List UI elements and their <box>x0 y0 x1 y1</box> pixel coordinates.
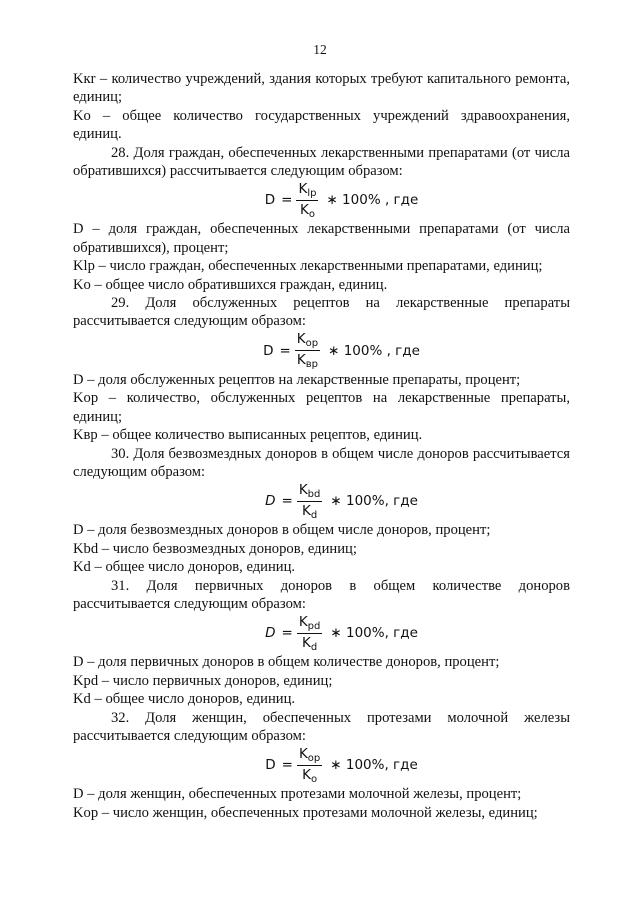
definition-d31 <box>73 653 570 671</box>
definition-kbd <box>73 540 570 558</box>
definition-text: – доля женщин, обеспеченных протезами молочной железы, процент; <box>83 786 522 803</box>
formula-30 <box>73 481 570 521</box>
definition-ko-2 <box>73 276 570 294</box>
formula-28 <box>73 180 570 220</box>
formula-equals: = <box>281 493 293 510</box>
formula-lhs: D <box>265 493 276 510</box>
fraction-denominator: $K_{вр}$ <box>296 352 318 371</box>
definition-text: – доля безвозмездных доноров в общем числе доноров, процент; <box>83 522 491 539</box>
definition-kop-2 <box>73 804 570 822</box>
formula-fraction <box>297 746 322 785</box>
definition-kd-2 <box>73 690 570 708</box>
definition-text: – количество, обслуженных рецептов на лекарственные препараты, единиц; <box>73 390 570 425</box>
symbol: D <box>73 654 84 671</box>
definition-text: – число женщин, обеспеченных протезами молочной железы, единиц; <box>98 804 538 821</box>
symbol: D <box>73 522 84 539</box>
symbol: D <box>73 786 84 803</box>
symbol: Kор <box>73 804 99 821</box>
document-body <box>73 70 570 822</box>
paragraph-28: 28. Доля граждан, обеспеченных лекарственными препаратами (от числа обратившихся) рассчитывается следующим образом: <box>73 144 570 180</box>
symbol: Kbd <box>73 540 99 557</box>
formula-tail: ∗ 100% , где <box>328 342 420 359</box>
paragraph-32: 32. Доля женщин, обеспеченных протезами молочной железы рассчитывается следующим образом: <box>73 709 570 744</box>
formula-fraction <box>297 482 323 521</box>
definition-text: – доля первичных доноров в общем количестве доноров, процент; <box>83 654 500 671</box>
formula-fraction <box>297 614 323 653</box>
fraction-numerator: $K_{bd}$ <box>298 481 321 500</box>
formula-32 <box>73 745 570 785</box>
fraction-numerator: $K_{pd}$ <box>298 613 321 632</box>
formula-equals: = <box>281 757 293 774</box>
fraction-numerator: $K_{op}$ <box>296 331 319 350</box>
symbol: Kкr <box>73 71 96 87</box>
definition-text: – число безвозмездных доноров, единиц; <box>98 540 357 557</box>
formula-tail: ∗ 100%, где <box>330 625 418 642</box>
symbol: Kpd <box>73 672 99 689</box>
definition-kpd <box>73 672 570 690</box>
definition-text: – доля обслуженных рецептов на лекарственные препараты, процент; <box>83 371 521 388</box>
definition-text: – общее число обратившихся граждан, единиц. <box>90 276 388 293</box>
definition-kop <box>73 389 570 426</box>
definition-d28 <box>73 220 570 257</box>
definition-text: – доля граждан, обеспеченных лекарственными препаратами (от числа обратившихся), процент; <box>73 221 570 256</box>
definition-d32 <box>73 785 570 803</box>
definition-d30 <box>73 521 570 539</box>
definition-d29 <box>73 371 570 389</box>
definition-text: – число граждан, обеспеченных лекарственными препаратами, единиц; <box>94 258 543 275</box>
formula-lhs: D <box>264 192 276 209</box>
definition-text: – общее количество государственных учреждений здравоохранения, единиц. <box>73 107 570 143</box>
page-number: 12 <box>313 42 327 57</box>
symbol: Klp <box>73 258 95 275</box>
symbol: Kd <box>73 691 91 708</box>
formula-29 <box>73 331 570 371</box>
definition-ko <box>73 107 570 144</box>
formula-fraction <box>295 331 320 370</box>
formula-tail: ∗ 100%, где <box>330 757 418 774</box>
fraction-denominator: $K_o$ <box>299 201 315 220</box>
paragraph-30: 30. Доля безвозмездных доноров в общем числе доноров рассчитывается следующим образом: <box>73 445 570 480</box>
formula-lhs: D <box>263 342 274 359</box>
fraction-denominator: $K_d$ <box>301 502 318 521</box>
fraction-denominator: $K_d$ <box>301 634 318 653</box>
definition-text: – общее количество выписанных рецептов, единиц. <box>97 427 423 444</box>
symbol: D <box>73 221 84 238</box>
fraction-denominator: $K_o$ <box>302 766 318 785</box>
definition-text: – общее число доноров, единиц. <box>90 691 296 708</box>
formula-31 <box>73 613 570 653</box>
definition-kvr <box>73 426 570 444</box>
paragraph-29: 29. Доля обслуженных рецептов на лекарственные препараты рассчитывается следующим образом: <box>73 295 570 330</box>
formula-equals: = <box>279 342 291 359</box>
symbol: Kо <box>73 107 91 124</box>
formula-tail: ∗ 100%, где <box>330 493 418 510</box>
formula-equals: = <box>281 625 293 642</box>
symbol: Kо <box>73 276 91 293</box>
formula-equals: = <box>281 192 293 209</box>
formula-lhs: D <box>265 625 276 642</box>
formula-fraction <box>296 181 318 220</box>
fraction-numerator: $K_{op}$ <box>298 745 321 764</box>
formula-lhs: D <box>265 757 276 774</box>
formula-tail: ∗ 100% , где <box>326 192 419 209</box>
fraction-numerator: $K_{lp}$ <box>298 180 317 199</box>
definition-kkr <box>73 70 570 107</box>
symbol: Kd <box>73 559 91 576</box>
definition-text: – число первичных доноров, единиц; <box>98 672 333 689</box>
symbol: D <box>73 371 84 388</box>
definition-text: – количество учреждений, здания которых требуют капитального ремонта, единиц; <box>73 71 570 106</box>
definition-text: – общее число доноров, единиц. <box>90 559 296 576</box>
paragraph-31: 31. Доля первичных доноров в общем количестве доноров рассчитывается следующим образом: <box>73 577 570 612</box>
symbol: Kвр <box>73 427 98 444</box>
definition-kd <box>73 558 570 576</box>
definition-klp <box>73 257 570 275</box>
symbol: Kор <box>73 390 99 407</box>
